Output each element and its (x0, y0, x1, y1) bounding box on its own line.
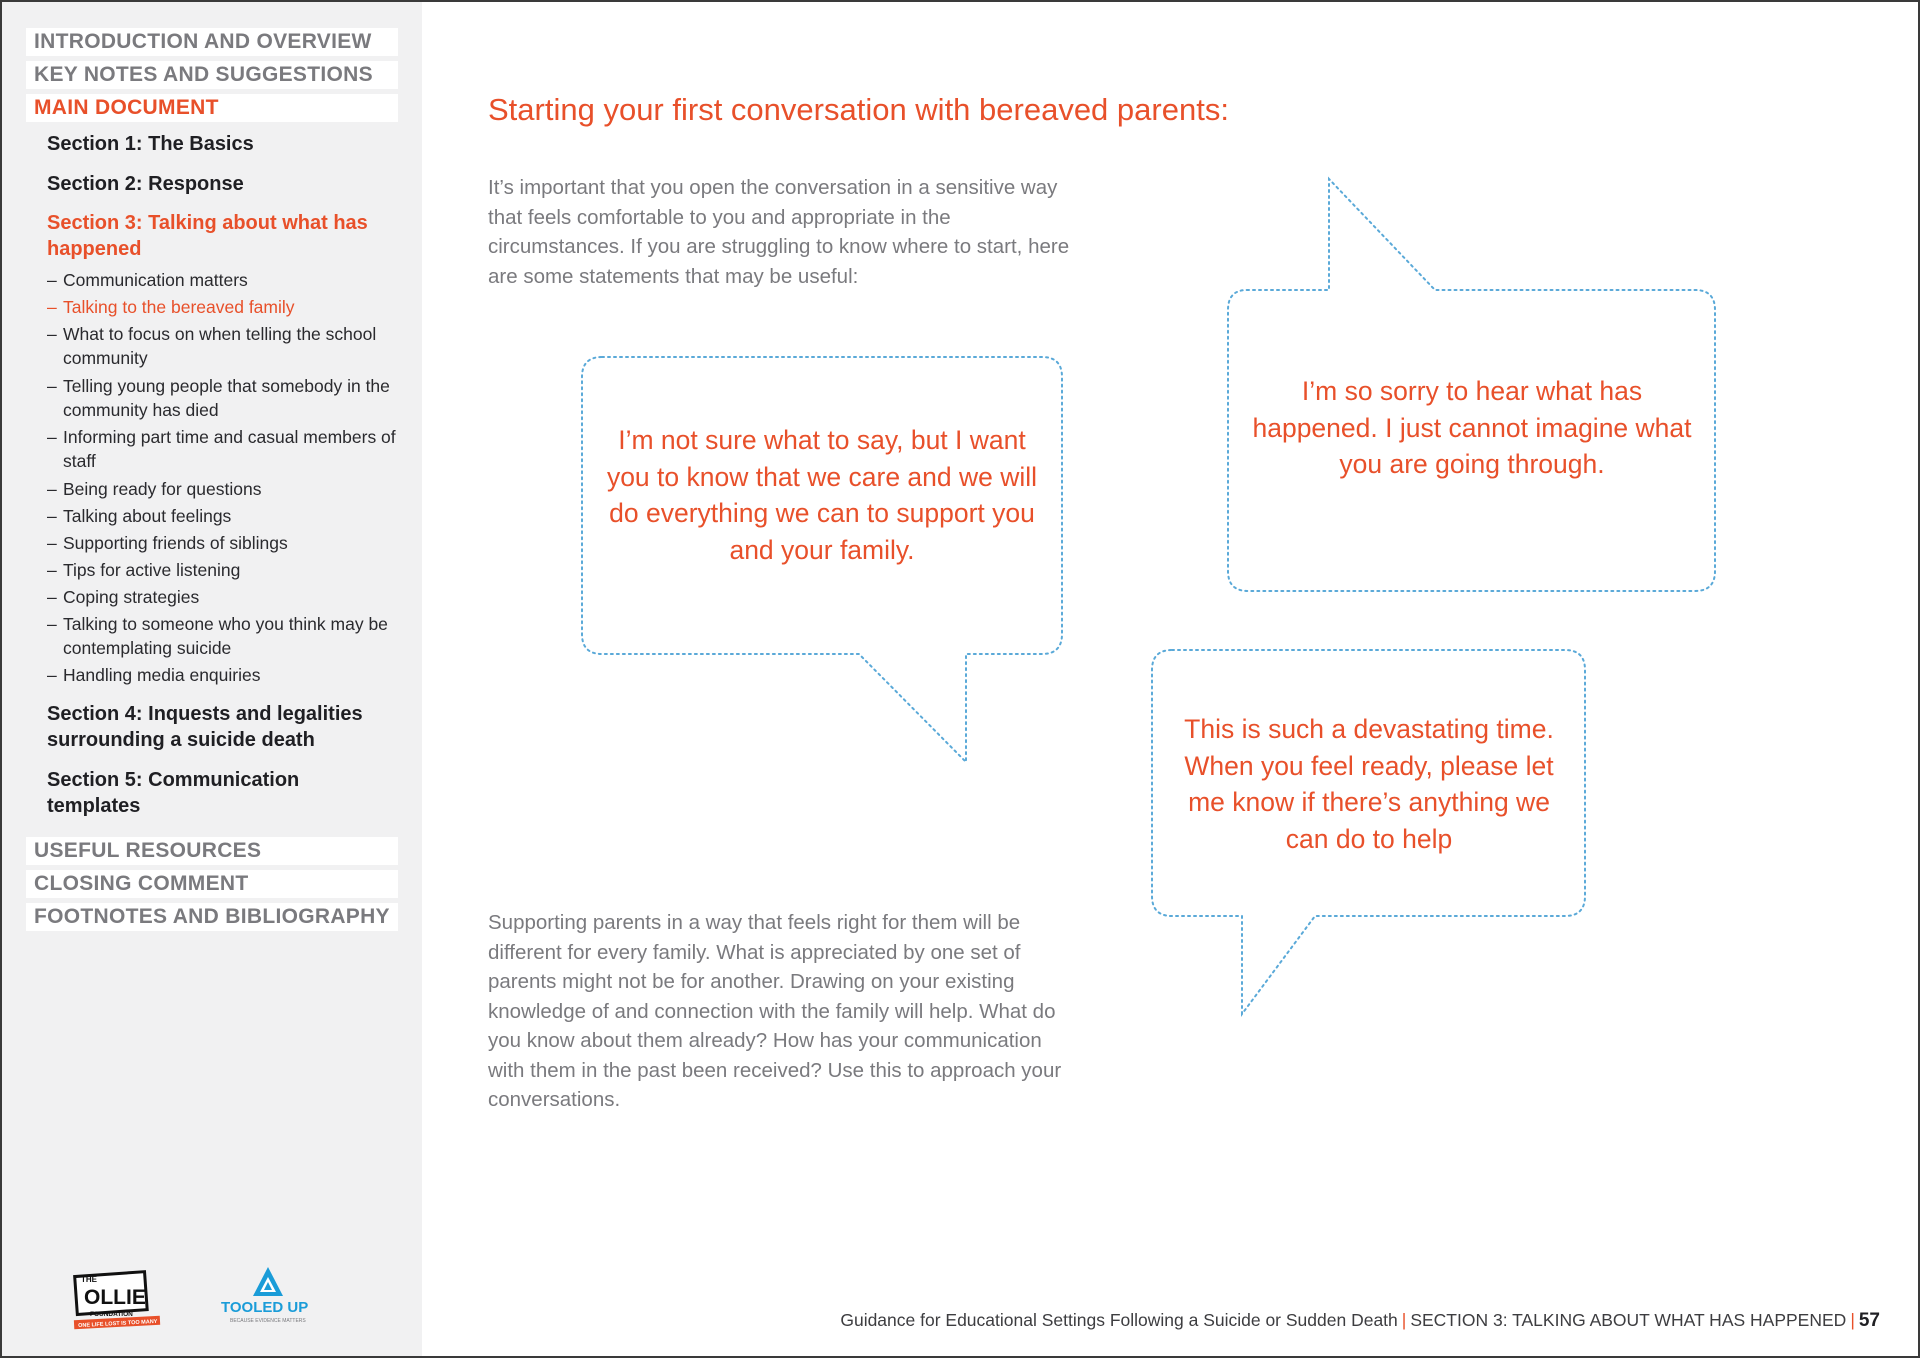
nav-section-1[interactable]: Section 1: The Basics (47, 133, 254, 155)
closing-paragraph: Supporting parents in a way that feels right for them will be different for every family. What is appreciated by one set of parents might not be for another. Drawing on your existing knowledge of and connection with the family will help. What do you know about them already? How has your communication with them in the past been received? Use this to approach your conversations. (488, 911, 1062, 1111)
page-heading: Starting your first conversation with bereaved parents: (488, 92, 1229, 127)
nav-section-2[interactable]: Section 2: Response (47, 173, 244, 195)
nav-sub-active-listening[interactable] (47, 558, 397, 582)
tooled-up-text: TOOLED UP (221, 1299, 309, 1316)
nav-sub-communication-matters[interactable] (47, 268, 397, 292)
ollie-foundation-text: FOUNDATION (90, 1311, 133, 1318)
nav-sub-telling-young-people[interactable] (47, 374, 397, 422)
nav-section-5[interactable]: Section 5: Communication templates (47, 769, 300, 817)
nav-sub-label: What to focus on when telling the school community (63, 324, 377, 368)
sidebar-nav (2, 2, 422, 1356)
dash: – (47, 560, 57, 580)
nav-sub-label: Informing part time and casual members of staff (63, 427, 396, 471)
intro-paragraph: It’s important that you open the conversation in a sensitive way that feels comfortable to you and appropriate in the circumstances. If you are struggling to know where to start, here are some statements that may be useful: (488, 176, 1070, 288)
page-footer (840, 1310, 1880, 1332)
nav-main-document[interactable]: MAIN DOCUMENT (26, 94, 398, 122)
nav-closing-comment[interactable]: CLOSING COMMENT (26, 870, 398, 898)
dash: – (47, 270, 57, 290)
footer-section: SECTION 3: TALKING ABOUT WHAT HAS HAPPENED (1410, 1310, 1847, 1330)
ollie-the-text: THE (81, 1275, 97, 1284)
nav-sub-school-community[interactable] (47, 322, 397, 370)
footer-separator: | (1401, 1310, 1407, 1330)
nav-sub-label: Handling media enquiries (63, 665, 261, 685)
nav-sub-part-time-staff[interactable] (47, 425, 397, 473)
ollie-tagline-text: ONE LIFE LOST IS TOO MANY (78, 1318, 158, 1330)
dash: – (47, 506, 57, 526)
page-number: 57 (1858, 1310, 1880, 1331)
nav-sub-label: Coping strategies (63, 587, 200, 607)
nav-sub-label: Communication matters (63, 270, 248, 290)
footer-separator: | (1850, 1310, 1855, 1330)
nav-introduction[interactable]: INTRODUCTION AND OVERVIEW (26, 28, 398, 56)
tooled-up-tagline: BECAUSE EVIDENCE MATTERS (230, 1318, 306, 1324)
nav-sub-questions[interactable] (47, 477, 397, 501)
dash: – (47, 376, 57, 396)
dash: – (47, 479, 57, 499)
nav-sub-feelings[interactable] (47, 504, 397, 528)
nav-sub-label: Tips for active listening (63, 560, 241, 580)
ollie-foundation-logo[interactable] (72, 1264, 164, 1330)
dash: – (47, 614, 57, 634)
nav-sub-label: Being ready for questions (63, 479, 262, 499)
ollie-logo-text: OLLIE (84, 1286, 146, 1309)
quote-2: I’m so sorry to hear what has happened. I just cannot imagine what you are going through. (1252, 376, 1692, 479)
dash: – (47, 297, 57, 317)
nav-sub-contemplating-suicide[interactable] (47, 612, 397, 660)
nav-key-notes[interactable]: KEY NOTES AND SUGGESTIONS (26, 61, 398, 89)
dash: – (47, 665, 57, 685)
dash: – (47, 533, 57, 553)
nav-sub-label: Talking about feelings (63, 506, 232, 526)
quote-1: I’m not sure what to say, but I want you to know that we care and we will do everything we can to support you and your family. (606, 425, 1038, 565)
dash: – (47, 324, 57, 344)
nav-section-3[interactable]: Section 3: Talking about what has happened (47, 212, 368, 260)
nav-useful-resources[interactable]: USEFUL RESOURCES (26, 837, 398, 865)
nav-sub-label: Supporting friends of siblings (63, 533, 288, 553)
dash: – (47, 587, 57, 607)
nav-section-4[interactable]: Section 4: Inquests and legalities surrounding a suicide death (47, 703, 363, 751)
dash: – (47, 427, 57, 447)
nav-footnotes[interactable]: FOOTNOTES AND BIBLIOGRAPHY (26, 903, 398, 931)
quote-3: This is such a devastating time. When you feel ready, please let me know if there’s anything we can do to help (1184, 714, 1554, 854)
footer-doc-title: Guidance for Educational Settings Following a Suicide or Sudden Death (840, 1310, 1398, 1330)
nav-sub-label: Telling young people that somebody in the community has died (63, 376, 390, 420)
nav-sub-siblings[interactable] (47, 531, 397, 555)
nav-sub-label: Talking to the bereaved family (63, 297, 295, 317)
nav-sub-media[interactable] (47, 663, 397, 687)
nav-sub-coping[interactable] (47, 585, 397, 609)
nav-sub-label: Talking to someone who you think may be contemplating suicide (63, 614, 388, 658)
nav-sub-bereaved-family[interactable] (47, 295, 397, 319)
tooled-up-logo[interactable] (216, 1264, 332, 1326)
